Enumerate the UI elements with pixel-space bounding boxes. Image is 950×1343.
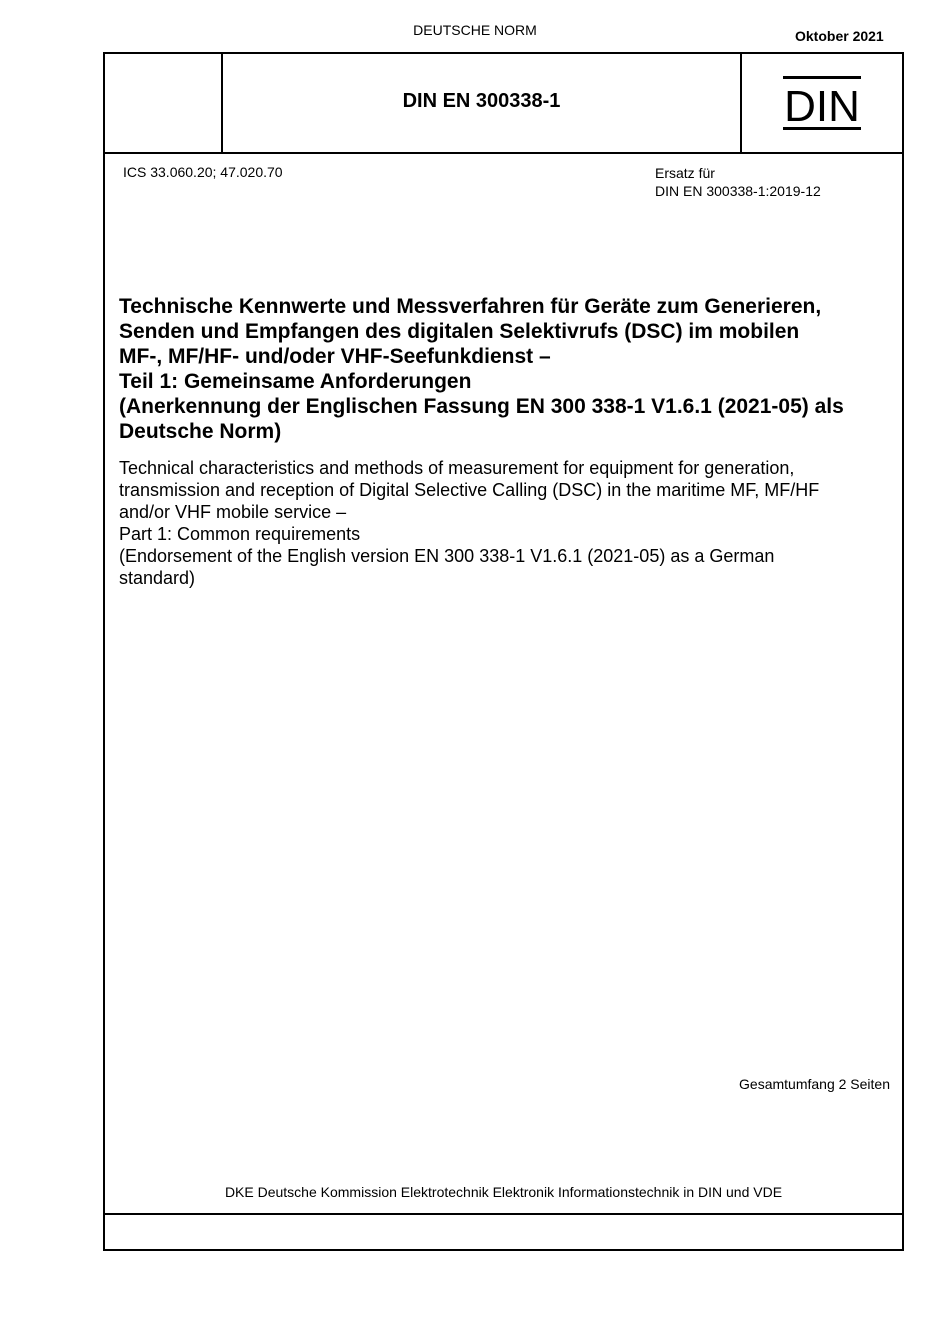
- replacement-value: DIN EN 300338-1:2019-12: [655, 183, 821, 199]
- title-german-line: (Anerkennung der Englischen Fassung EN 300 338-1 V1.6.1 (2021-05) als: [119, 395, 844, 418]
- title-english: [119, 457, 889, 589]
- header-row: [105, 54, 902, 154]
- ics-codes: ICS 33.060.20; 47.020.70: [123, 164, 283, 180]
- svg-text:DIN: DIN: [784, 82, 860, 130]
- publication-date: Oktober 2021: [795, 28, 884, 44]
- title-german-line: Deutsche Norm): [119, 420, 282, 443]
- title-german-line: Senden und Empfangen des digitalen Selektivrufs (DSC) im mobilen: [119, 320, 800, 343]
- footer-divider: [105, 1213, 902, 1215]
- document-type-label: DEUTSCHE NORM: [413, 22, 537, 38]
- title-english-line: Technical characteristics and methods of measurement for equipment for generation,: [119, 458, 795, 478]
- replacement-info: [655, 164, 821, 200]
- title-german-line: Teil 1: Gemeinsame Anforderungen: [119, 370, 472, 393]
- document-frame: [103, 52, 904, 1251]
- replacement-label: Ersatz für: [655, 165, 715, 181]
- norm-number: DIN EN 300338-1: [402, 90, 561, 112]
- title-english-line: and/or VHF mobile service –: [119, 502, 347, 522]
- title-english-line: (Endorsement of the English version EN 300 338-1 V1.6.1 (2021-05) as a German: [119, 546, 775, 566]
- title-english-line: Part 1: Common requirements: [119, 524, 361, 544]
- title-english-line: transmission and reception of Digital Selective Calling (DSC) in the maritime MF, MF/HF: [119, 480, 820, 500]
- publisher-footer: DKE Deutsche Kommission Elektrotechnik Elektronik Informationstechnik in DIN und VDE: [224, 1184, 783, 1200]
- title-german: [119, 294, 899, 444]
- title-german-line: MF-, MF/HF- und/oder VHF-Seefunkdienst –: [119, 345, 551, 368]
- header-empty-cell: [105, 54, 223, 152]
- title-english-line: standard): [119, 568, 196, 588]
- title-german-line: Technische Kennwerte und Messverfahren für Geräte zum Generieren,: [119, 295, 822, 318]
- din-logo: [783, 76, 861, 130]
- total-pages: Gesamtumfang 2 Seiten: [739, 1076, 890, 1092]
